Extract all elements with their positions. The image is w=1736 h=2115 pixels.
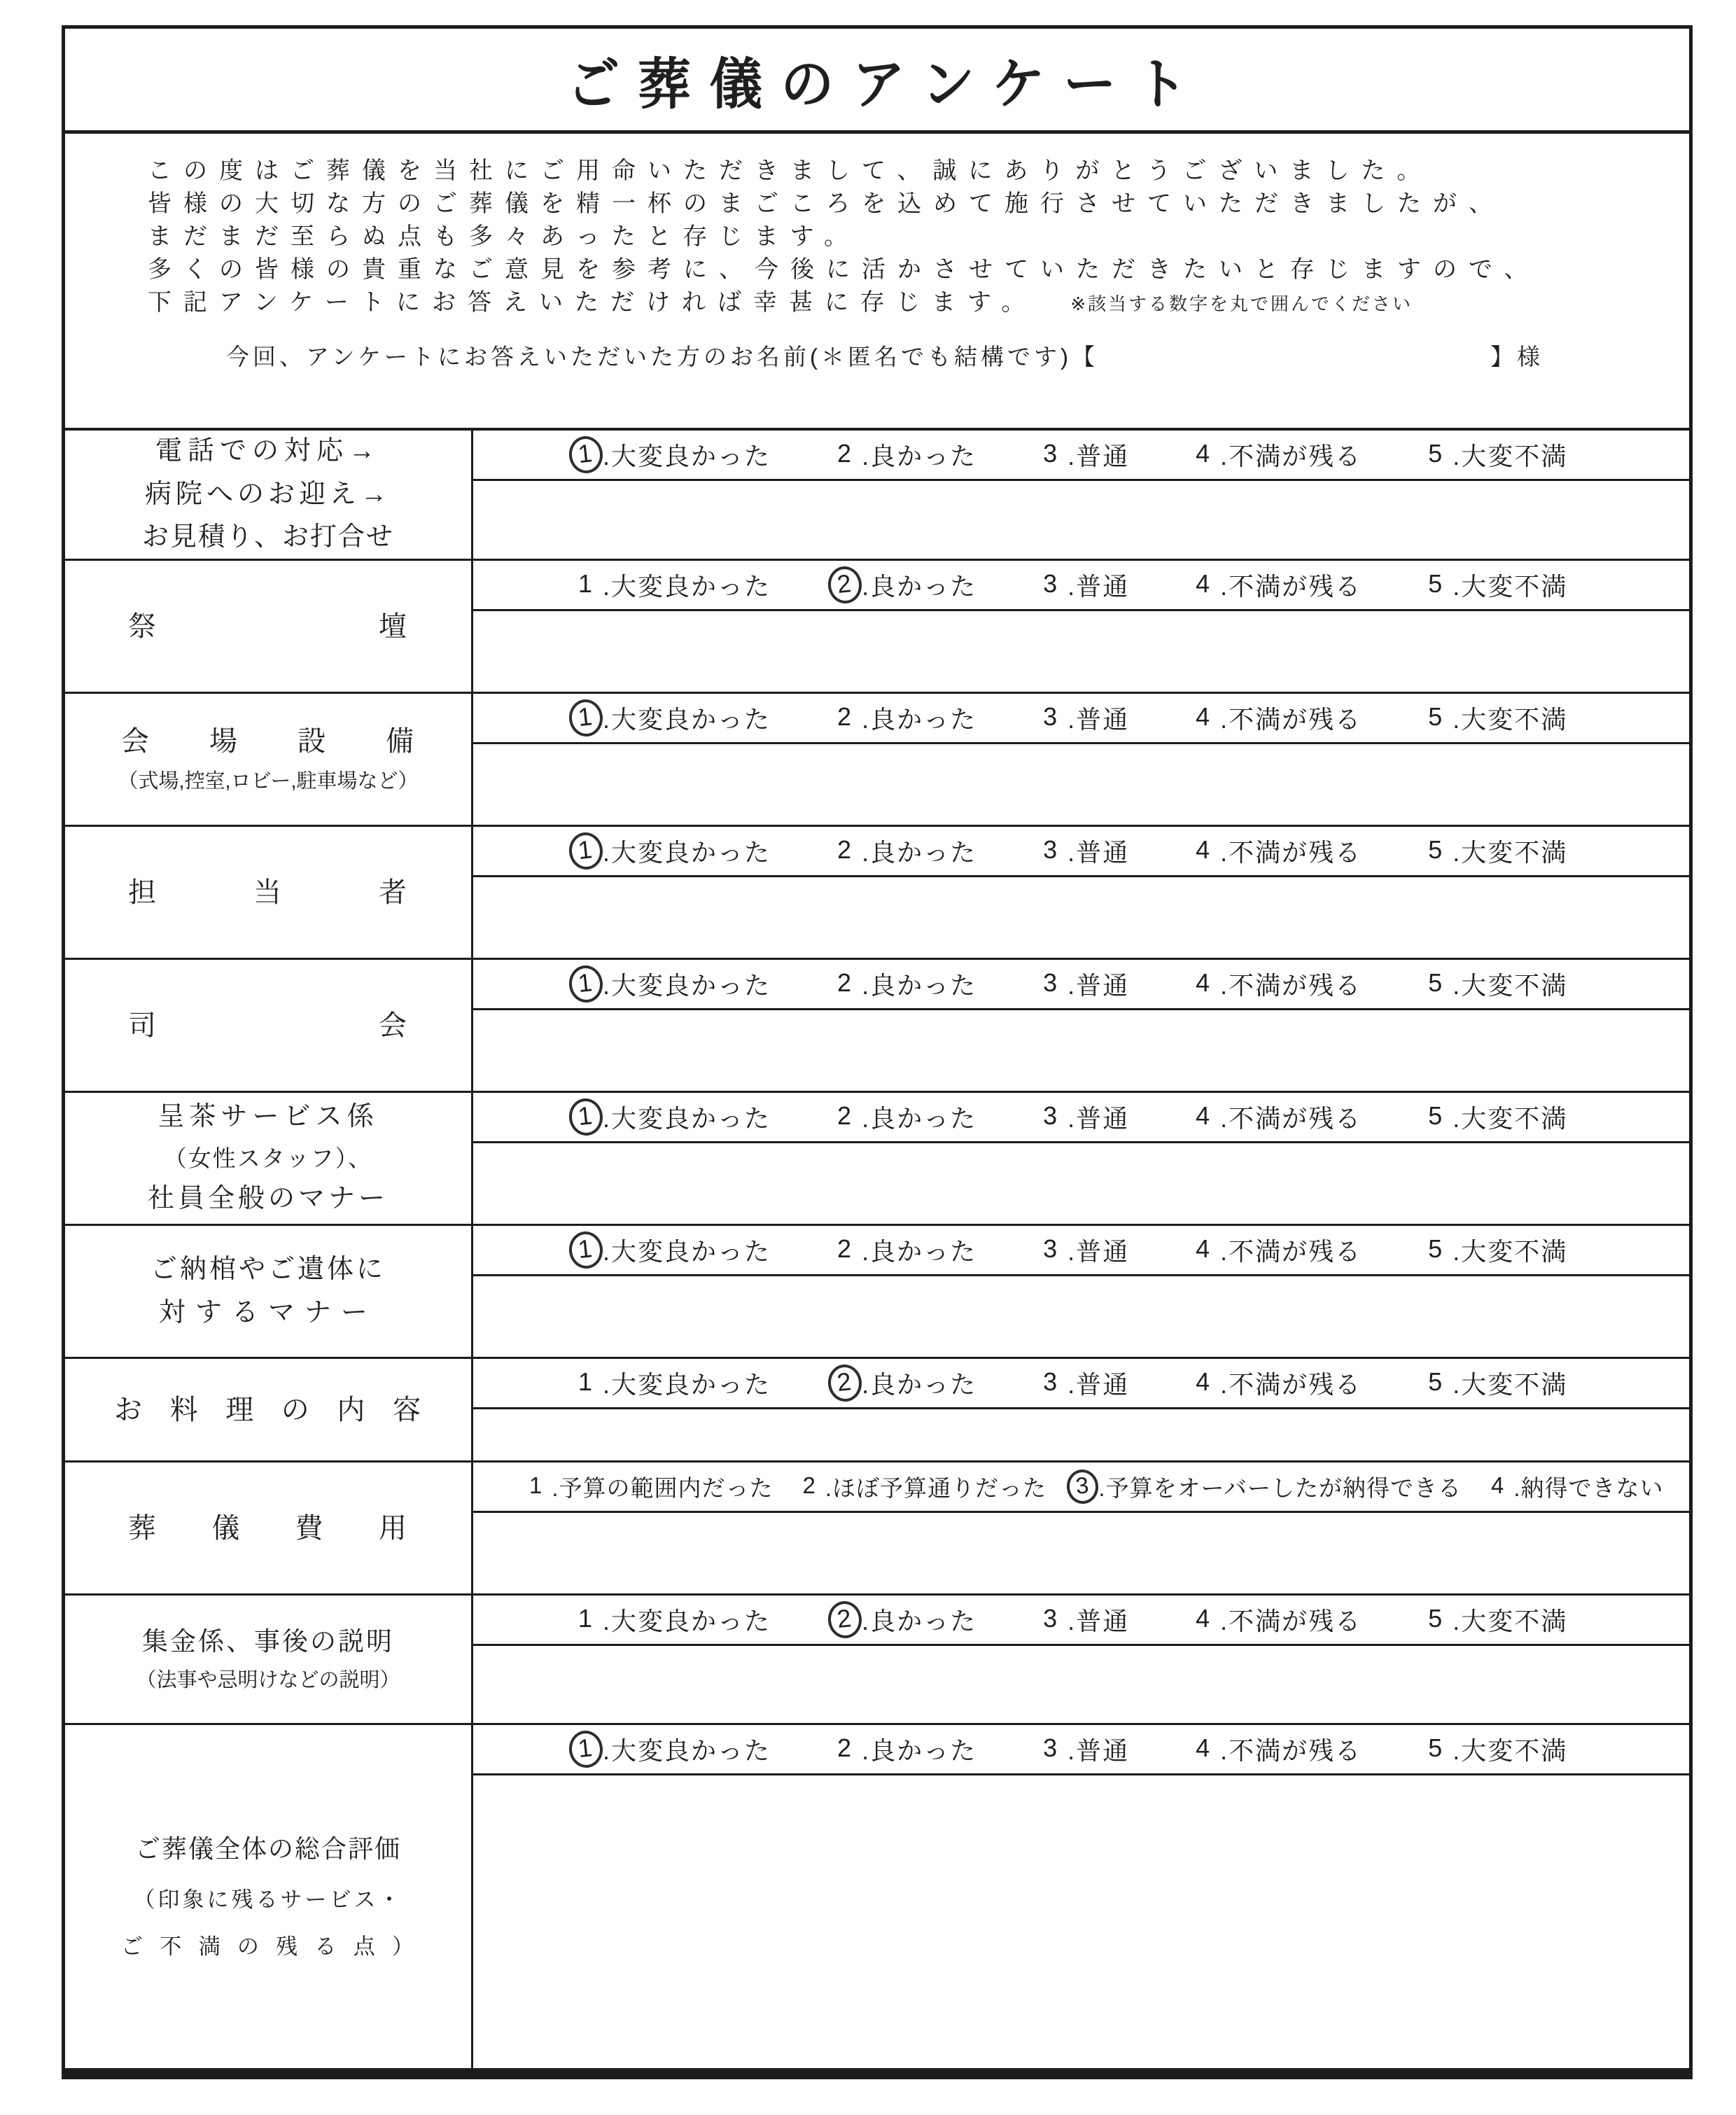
option-label: .不満が残る bbox=[1220, 838, 1362, 867]
option-label: .普通 bbox=[1068, 1607, 1130, 1635]
option-number: 2 bbox=[837, 1234, 853, 1263]
label-line: ご不満の残る点） bbox=[121, 1934, 415, 1959]
rating-option-4[interactable] bbox=[1196, 1231, 1362, 1269]
option-label: .良かった bbox=[862, 572, 977, 601]
rating-option-3[interactable] bbox=[1043, 832, 1129, 870]
option-label: .良かった bbox=[862, 1736, 977, 1765]
comment-area[interactable] bbox=[473, 1143, 1689, 1224]
answer-cell bbox=[473, 960, 1689, 1091]
answer-cell bbox=[473, 1359, 1689, 1460]
option-label: .大変不満 bbox=[1452, 705, 1568, 734]
rating-option-1[interactable] bbox=[578, 1364, 771, 1402]
category-label-staff bbox=[65, 827, 473, 958]
rating-options bbox=[473, 1093, 1689, 1143]
rating-options bbox=[473, 561, 1689, 611]
comment-area[interactable] bbox=[473, 877, 1689, 958]
label-line: お料理の内容 bbox=[114, 1394, 422, 1425]
option-label: .不満が残る bbox=[1220, 1736, 1362, 1765]
option-label: .普通 bbox=[1068, 971, 1130, 1000]
option-number: 5 bbox=[1428, 439, 1444, 468]
row-casket-manner bbox=[65, 1226, 1689, 1359]
option-number: 1 bbox=[578, 1367, 594, 1396]
option-number: 1 bbox=[567, 1097, 604, 1138]
page-title: ご葬儀のアンケート bbox=[566, 53, 1206, 116]
title-section bbox=[65, 29, 1689, 134]
rating-option-1[interactable] bbox=[578, 699, 771, 737]
option-number: 4 bbox=[1196, 1101, 1212, 1130]
row-venue-facilities bbox=[65, 694, 1689, 827]
option-number: 3 bbox=[1043, 1733, 1059, 1762]
rating-option-1[interactable] bbox=[578, 566, 771, 603]
option-number: 3 bbox=[1043, 968, 1059, 997]
label-line: 担当者 bbox=[128, 877, 408, 908]
option-number: 1 bbox=[578, 1604, 594, 1633]
option-label: .大変不満 bbox=[1452, 572, 1568, 601]
option-number: 1 bbox=[567, 435, 604, 475]
intro-line: この度はご葬儀を当社にご用命いただきまして、誠にありがとうございました。 bbox=[148, 158, 1433, 184]
option-number: 2 bbox=[837, 702, 853, 731]
option-number: 1 bbox=[567, 831, 604, 872]
option-number: 4 bbox=[1196, 968, 1212, 997]
option-label: .大変不満 bbox=[1452, 1104, 1568, 1133]
name-suffix: 】様 bbox=[1490, 344, 1544, 370]
rating-option-3[interactable] bbox=[1043, 1098, 1129, 1136]
option-label: .大変良かった bbox=[603, 442, 771, 470]
label-line: 社員全般のマナー bbox=[147, 1184, 388, 1214]
option-number: 5 bbox=[1428, 569, 1444, 598]
rating-option-3[interactable] bbox=[1043, 1601, 1129, 1638]
option-number: 2 bbox=[826, 565, 863, 606]
option-label: .不満が残る bbox=[1220, 1104, 1362, 1133]
option-number: 3 bbox=[1043, 835, 1059, 864]
rating-option-4[interactable] bbox=[1196, 1731, 1362, 1768]
category-label-casket bbox=[65, 1226, 473, 1357]
option-label: .大変良かった bbox=[603, 1370, 771, 1399]
option-label: .予算をオーバーしたが納得できる bbox=[1098, 1475, 1462, 1501]
option-label: .普通 bbox=[1068, 1104, 1130, 1133]
budget-option-4[interactable] bbox=[1491, 1470, 1664, 1504]
option-label: .大変良かった bbox=[603, 1736, 771, 1765]
name-prompt: 今回、アンケートにお答えいただいた方のお名前(＊匿名でも結構です)【 bbox=[226, 344, 1098, 370]
option-number: 3 bbox=[1043, 1101, 1059, 1130]
rating-options bbox=[473, 431, 1689, 481]
option-number: 4 bbox=[1196, 569, 1212, 598]
option-label: .不満が残る bbox=[1220, 705, 1362, 734]
comment-area[interactable] bbox=[473, 1775, 1689, 2068]
rating-option-3[interactable] bbox=[1043, 436, 1129, 473]
option-number: 2 bbox=[837, 1733, 853, 1762]
label-line: ご納棺やご遺体に bbox=[150, 1255, 386, 1284]
option-number: 4 bbox=[1490, 1472, 1505, 1498]
answer-cell bbox=[473, 561, 1689, 692]
option-label: .不満が残る bbox=[1220, 971, 1362, 1000]
option-label: .普通 bbox=[1068, 1237, 1130, 1266]
option-number: 5 bbox=[1428, 1604, 1444, 1633]
rating-option-2[interactable] bbox=[837, 1731, 976, 1768]
answer-cell bbox=[473, 1596, 1689, 1723]
comment-area[interactable] bbox=[473, 1646, 1689, 1723]
rating-option-5[interactable] bbox=[1428, 436, 1567, 473]
option-label: .ほぼ予算通りだった bbox=[825, 1475, 1047, 1501]
comment-area[interactable] bbox=[473, 1010, 1689, 1091]
rating-option-3[interactable] bbox=[1043, 699, 1129, 737]
rating-option-2[interactable] bbox=[837, 1364, 976, 1402]
rating-options bbox=[473, 1596, 1689, 1646]
option-number: 4 bbox=[1196, 1733, 1212, 1762]
label-line: 葬儀費用 bbox=[128, 1512, 408, 1544]
rating-option-5[interactable] bbox=[1428, 1231, 1567, 1269]
intro-line: まだまだ至らぬ点も多々あったと存じます。 bbox=[148, 223, 860, 250]
option-label: .普通 bbox=[1068, 838, 1130, 867]
option-number: 5 bbox=[1428, 1234, 1444, 1263]
option-number: 5 bbox=[1428, 1367, 1444, 1396]
row-collection-explanation bbox=[65, 1596, 1689, 1725]
option-label: .不満が残る bbox=[1220, 1607, 1362, 1635]
row-altar bbox=[65, 561, 1689, 694]
row-tea-service bbox=[65, 1093, 1689, 1226]
option-number: 4 bbox=[1196, 835, 1212, 864]
option-number: 3 bbox=[1043, 1234, 1059, 1263]
rating-option-1[interactable] bbox=[578, 436, 771, 473]
rating-option-5[interactable] bbox=[1428, 566, 1567, 603]
category-label-venue bbox=[65, 694, 473, 825]
label-line: 祭壇 bbox=[128, 610, 408, 642]
option-label: .大変良かった bbox=[603, 705, 771, 734]
option-number: 5 bbox=[1428, 702, 1444, 731]
option-number: 3 bbox=[1043, 702, 1059, 731]
option-label: .普通 bbox=[1068, 572, 1130, 601]
option-label: .不満が残る bbox=[1220, 1237, 1362, 1266]
row-mc bbox=[65, 960, 1689, 1093]
answer-cell bbox=[473, 431, 1689, 559]
option-label: .良かった bbox=[862, 1104, 977, 1133]
category-label-food bbox=[65, 1359, 473, 1460]
option-number: 5 bbox=[1428, 1101, 1444, 1130]
rating-option-2[interactable] bbox=[837, 566, 976, 603]
option-number: 2 bbox=[837, 968, 853, 997]
rating-option-4[interactable] bbox=[1196, 832, 1362, 870]
option-number: 5 bbox=[1428, 968, 1444, 997]
option-label: .大変良かった bbox=[603, 1104, 771, 1133]
option-label: .良かった bbox=[862, 1607, 977, 1635]
budget-option-2[interactable] bbox=[803, 1470, 1047, 1504]
category-label-collection bbox=[65, 1596, 473, 1723]
rating-options bbox=[473, 1226, 1689, 1276]
rating-option-2[interactable] bbox=[837, 699, 976, 737]
option-label: .大変良かった bbox=[603, 572, 771, 601]
option-label: .大変良かった bbox=[603, 838, 771, 867]
comment-area[interactable] bbox=[473, 744, 1689, 825]
comment-area[interactable] bbox=[473, 1276, 1689, 1357]
rating-option-3[interactable] bbox=[1043, 1231, 1129, 1269]
label-line: 病院へのお迎え→ bbox=[144, 479, 391, 509]
rating-option-2[interactable] bbox=[837, 1098, 976, 1136]
option-number: 2 bbox=[837, 835, 853, 864]
option-label: .普通 bbox=[1068, 705, 1130, 734]
rating-option-4[interactable] bbox=[1196, 699, 1362, 737]
respondent-name-blank[interactable] bbox=[1098, 344, 1490, 372]
label-line: 呈茶サービス係 bbox=[158, 1102, 379, 1132]
rating-option-4[interactable] bbox=[1196, 1364, 1362, 1402]
rating-option-2[interactable] bbox=[837, 832, 976, 870]
rating-option-2[interactable] bbox=[837, 965, 976, 1003]
option-number: 5 bbox=[1428, 835, 1444, 864]
option-label: .大変不満 bbox=[1452, 971, 1568, 1000]
rating-options bbox=[473, 827, 1689, 877]
answer-cell bbox=[473, 1226, 1689, 1357]
option-number: 1 bbox=[567, 698, 604, 739]
answer-cell bbox=[473, 827, 1689, 958]
rating-option-2[interactable] bbox=[837, 1231, 976, 1269]
intro-line bbox=[148, 286, 1675, 321]
category-label-tea-service bbox=[65, 1093, 473, 1224]
budget-options bbox=[473, 1463, 1689, 1513]
budget-option-3[interactable] bbox=[1076, 1470, 1462, 1504]
option-label: .納得できない bbox=[1513, 1475, 1664, 1501]
option-number: 2 bbox=[826, 1600, 863, 1640]
intro-line: 多くの皆様の貴重なご意見を参考に、今後に活かさせていただきたいと存じますので、 bbox=[148, 256, 1540, 283]
option-label: .普通 bbox=[1068, 1736, 1130, 1765]
rating-option-3[interactable] bbox=[1043, 1364, 1129, 1402]
intro-line: 皆様の大切な方のご葬儀を精一杯のまごころを込めて施行させていただきましたが、 bbox=[148, 190, 1504, 217]
option-number: 3 bbox=[1043, 569, 1059, 598]
rating-option-5[interactable] bbox=[1428, 965, 1567, 1003]
respondent-name-line bbox=[148, 339, 1675, 372]
comment-area[interactable] bbox=[473, 1409, 1689, 1460]
option-number: 1 bbox=[529, 1472, 543, 1498]
rating-option-4[interactable] bbox=[1196, 1098, 1362, 1136]
option-label: .不満が残る bbox=[1220, 442, 1362, 470]
option-label: .良かった bbox=[862, 838, 977, 867]
rating-option-5[interactable] bbox=[1428, 699, 1567, 737]
label-line: （女性スタッフ）、 bbox=[163, 1145, 373, 1171]
option-label: .大変不満 bbox=[1452, 838, 1568, 867]
rating-option-4[interactable] bbox=[1196, 566, 1362, 603]
option-label: .普通 bbox=[1068, 1370, 1130, 1399]
option-number: 3 bbox=[1043, 439, 1059, 468]
option-number: 4 bbox=[1196, 1604, 1212, 1633]
rating-option-1[interactable] bbox=[578, 1601, 771, 1638]
option-label: .不満が残る bbox=[1220, 572, 1362, 601]
rating-options bbox=[473, 960, 1689, 1010]
rating-option-2[interactable] bbox=[837, 1601, 976, 1638]
label-line: お見積り、お打合せ bbox=[141, 522, 394, 552]
rating-option-1[interactable] bbox=[578, 1731, 771, 1768]
rating-option-4[interactable] bbox=[1196, 1601, 1362, 1638]
row-overall-evaluation bbox=[65, 1725, 1689, 2068]
circle-instruction-note: ※該当する数字を丸で囲んでください bbox=[1070, 293, 1413, 314]
rating-option-4[interactable] bbox=[1196, 436, 1362, 473]
option-number: 4 bbox=[1196, 1234, 1212, 1263]
answer-cell bbox=[473, 1093, 1689, 1224]
option-label: .不満が残る bbox=[1220, 1370, 1362, 1399]
rating-option-2[interactable] bbox=[837, 436, 976, 473]
rating-option-3[interactable] bbox=[1043, 965, 1129, 1003]
option-label: .良かった bbox=[862, 971, 977, 1000]
category-label-altar bbox=[65, 561, 473, 692]
row-phone-response bbox=[65, 431, 1689, 561]
answer-cell bbox=[473, 1463, 1689, 1593]
rating-option-5[interactable] bbox=[1428, 1098, 1567, 1136]
category-label-phone bbox=[65, 431, 473, 559]
option-label: .大変不満 bbox=[1452, 442, 1568, 470]
option-number: 1 bbox=[567, 1729, 604, 1770]
intro-section bbox=[65, 134, 1689, 431]
rating-option-5[interactable] bbox=[1428, 1601, 1567, 1638]
label-line: 電話での対応→ bbox=[155, 436, 381, 466]
label-line: 集金係、事後の説明 bbox=[142, 1626, 394, 1656]
rating-option-5[interactable] bbox=[1428, 1364, 1567, 1402]
row-staff-in-charge bbox=[65, 827, 1689, 960]
category-label-cost bbox=[65, 1463, 473, 1593]
label-line: 対するマナー bbox=[158, 1297, 377, 1327]
option-label: .大変良かった bbox=[603, 971, 771, 1000]
rating-option-5[interactable] bbox=[1428, 1731, 1567, 1768]
rating-option-1[interactable] bbox=[578, 1231, 771, 1269]
survey-sheet bbox=[62, 25, 1693, 2079]
option-label: .大変良かった bbox=[603, 1237, 771, 1266]
rating-option-1[interactable] bbox=[578, 1098, 771, 1136]
option-number: 4 bbox=[1196, 1367, 1212, 1396]
intro-line-text: 下記アンケートにお答えいただければ幸甚に存じます。 bbox=[148, 289, 1037, 316]
survey-table bbox=[65, 431, 1689, 2068]
row-food bbox=[65, 1359, 1689, 1463]
rating-option-5[interactable] bbox=[1428, 832, 1567, 870]
option-label: .良かった bbox=[862, 705, 977, 734]
option-label: .大変不満 bbox=[1452, 1736, 1568, 1765]
label-subline: （法事や忌明けなどの説明） bbox=[136, 1669, 400, 1691]
option-label: .大変不満 bbox=[1452, 1237, 1568, 1266]
rating-option-4[interactable] bbox=[1196, 965, 1362, 1003]
option-number: 3 bbox=[1065, 1468, 1100, 1505]
comment-area[interactable] bbox=[473, 611, 1689, 692]
option-number: 3 bbox=[1043, 1367, 1059, 1396]
rating-option-3[interactable] bbox=[1043, 1731, 1129, 1768]
option-number: 1 bbox=[567, 964, 604, 1005]
option-number: 1 bbox=[578, 569, 594, 598]
answer-cell bbox=[473, 1725, 1689, 2068]
option-number: 1 bbox=[567, 1230, 604, 1271]
comment-area[interactable] bbox=[473, 481, 1689, 559]
option-label: .良かった bbox=[862, 1237, 977, 1266]
label-subline: （式場,控室,ロビー,駐車場など） bbox=[118, 770, 419, 793]
option-label: .良かった bbox=[862, 442, 977, 470]
rating-option-1[interactable] bbox=[578, 965, 771, 1003]
comment-area[interactable] bbox=[473, 1513, 1689, 1593]
row-funeral-cost bbox=[65, 1463, 1689, 1596]
option-number: 5 bbox=[1428, 1733, 1444, 1762]
option-number: 2 bbox=[802, 1472, 816, 1498]
rating-option-3[interactable] bbox=[1043, 566, 1129, 603]
label-line: 会場設備 bbox=[121, 726, 415, 758]
category-label-overall bbox=[65, 1725, 473, 2068]
option-label: .大変不満 bbox=[1452, 1370, 1568, 1399]
option-label: .普通 bbox=[1068, 442, 1130, 470]
option-number: 4 bbox=[1196, 702, 1212, 731]
option-label: .予算の範囲内だった bbox=[552, 1475, 774, 1501]
rating-options bbox=[473, 1725, 1689, 1775]
option-label: .良かった bbox=[862, 1370, 977, 1399]
category-label-mc bbox=[65, 960, 473, 1091]
label-line: （印象に残るサービス・ bbox=[133, 1887, 403, 1912]
rating-option-1[interactable] bbox=[578, 832, 771, 870]
rating-options bbox=[473, 1359, 1689, 1409]
budget-option-1[interactable] bbox=[529, 1470, 774, 1504]
answer-cell bbox=[473, 694, 1689, 825]
option-number: 2 bbox=[837, 439, 853, 468]
label-line: ご葬儀全体の総合評価 bbox=[134, 1834, 401, 1863]
option-number: 4 bbox=[1196, 439, 1212, 468]
option-label: .大変不満 bbox=[1452, 1607, 1568, 1635]
option-number: 2 bbox=[826, 1363, 863, 1404]
label-line: 司会 bbox=[128, 1010, 408, 1041]
option-number: 3 bbox=[1043, 1604, 1059, 1633]
option-label: .大変良かった bbox=[603, 1607, 771, 1635]
option-number: 2 bbox=[837, 1101, 853, 1130]
rating-options bbox=[473, 694, 1689, 744]
